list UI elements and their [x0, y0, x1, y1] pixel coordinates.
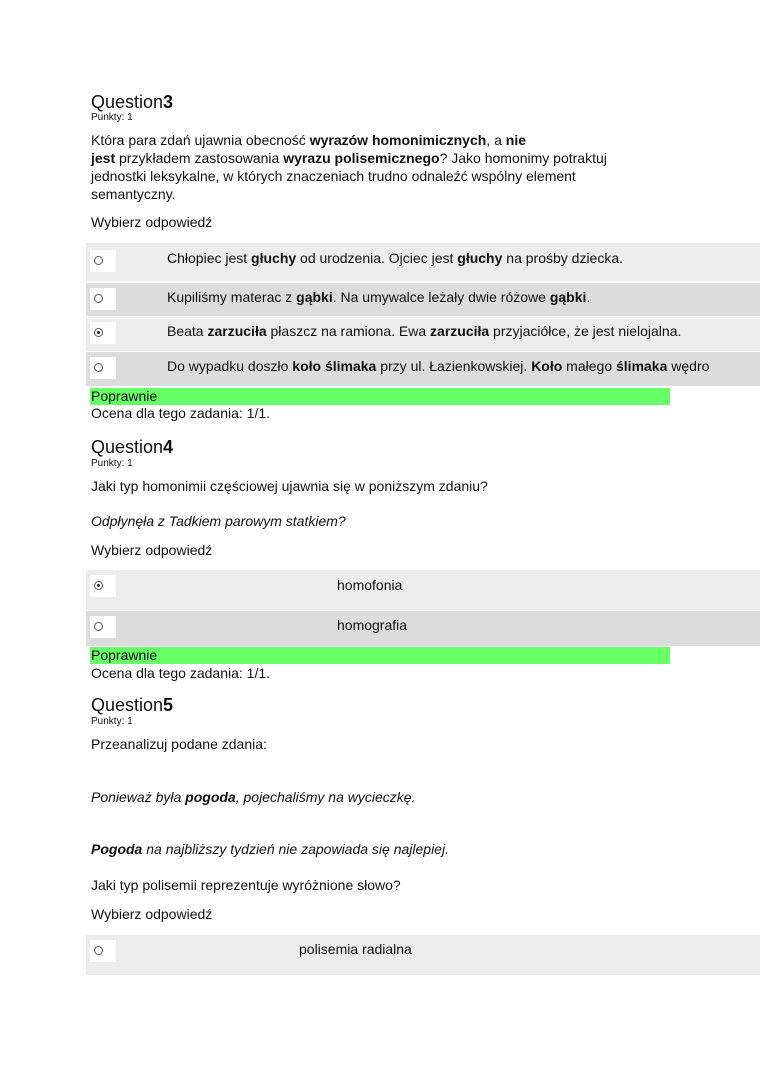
question-4-prompt: Jaki typ homonimii częściowej ujawnia się w poniższym zdaniu?	[91, 478, 488, 494]
question-4-sentence: Odpłynęła z Tadkiem parowym statkiem?	[91, 513, 346, 529]
q3-radio-3-selected[interactable]	[94, 328, 103, 337]
q4-option-2[interactable]: homografia	[86, 611, 760, 646]
question-5-sentence-2: Pogoda na najbliższy tydzień nie zapowiada się najlepiej.	[91, 841, 449, 857]
q3-radio-1[interactable]	[94, 256, 103, 265]
question-5-prompt: Przeanalizuj podane zdania:	[91, 736, 267, 752]
q4-feedback-correct: Poprawnie	[90, 647, 670, 664]
q3-option-4[interactable]: Do wypadku doszło koło ślimaka przy ul. Łazienkowskiej. Koło małego ślimaka wędro	[86, 352, 760, 386]
q4-radio-1-selected[interactable]	[94, 581, 103, 590]
q3-feedback-correct: Poprawnie	[90, 388, 670, 405]
question-5-points: Punkty: 1	[91, 716, 133, 727]
q3-option-2[interactable]: Kupiliśmy materac z gąbki. Na umywalce leżały dwie różowe gąbki.	[86, 283, 760, 316]
question-4-choose-label: Wybierz odpowiedź	[91, 542, 213, 558]
question-4-points: Punkty: 1	[91, 458, 133, 469]
q3-radio-2[interactable]	[94, 294, 103, 303]
question-3-choose-label: Wybierz odpowiedź	[91, 214, 213, 230]
question-3-text: Która para zdań ujawnia obecność wyrazów homonimicznych, a nie jest przykładem zastosowania wyrazu polisemicznego? Jako homonimy potraktuj jednostki leksykalne, w których znaczeniach trudno odnaleźć wspólny element semantyczny.	[91, 132, 607, 202]
question-4-title: Question4	[91, 437, 174, 457]
q4-score: Ocena dla tego zadania: 1/1.	[91, 665, 271, 681]
q3-score: Ocena dla tego zadania: 1/1.	[91, 405, 271, 421]
q3-radio-4[interactable]	[94, 363, 103, 372]
question-3-title: Question3	[91, 92, 174, 112]
q3-option-1[interactable]: Chłopiec jest głuchy od urodzenia. Ojciec jest głuchy na prośby dziecka.	[86, 243, 760, 281]
question-5-sentence-1: Ponieważ była pogoda, pojechaliśmy na wycieczkę.	[91, 789, 416, 805]
question-5-choose-label: Wybierz odpowiedź	[91, 906, 213, 922]
q4-radio-2[interactable]	[94, 622, 103, 631]
question-5-question: Jaki typ polisemii reprezentuje wyróżnione słowo?	[91, 877, 401, 893]
q5-option-1[interactable]: polisemia radialna	[86, 935, 760, 975]
q4-option-1[interactable]: homofonia	[86, 570, 760, 610]
question-3-points: Punkty: 1	[91, 112, 133, 123]
q5-radio-1[interactable]	[94, 946, 103, 955]
question-5-title: Question5	[91, 695, 174, 715]
q3-option-3[interactable]: Beata zarzuciła płaszcz na ramiona. Ewa zarzuciła przyjaciółce, że jest nielojalna.	[86, 317, 760, 351]
